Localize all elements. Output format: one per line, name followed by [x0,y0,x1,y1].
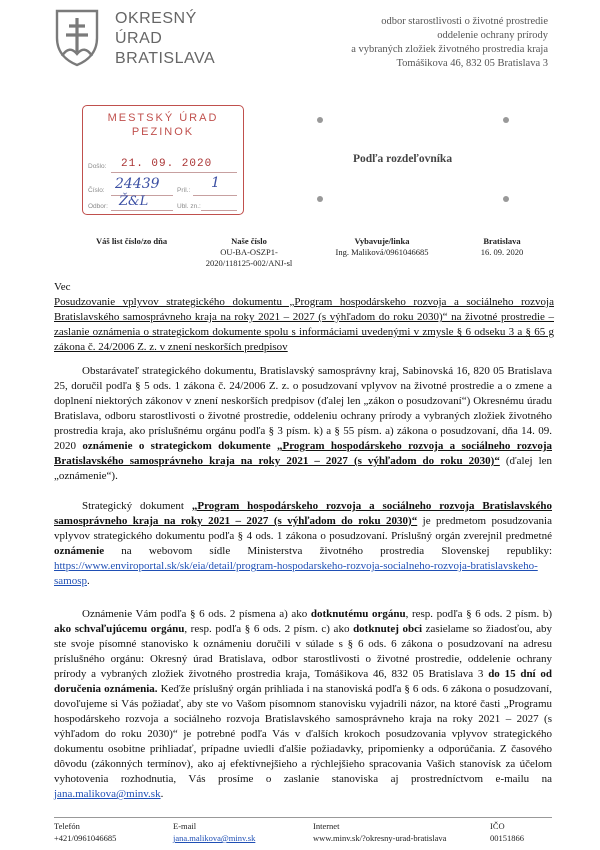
ref-contact-value: Ing. Maliková/0961046685 [335,247,429,257]
office-name-line-2: ÚRAD [115,30,163,47]
ref-contact-label: Vybavuje/linka [354,236,410,246]
department-line-4: Tomášikova 46, 832 05 Bratislava 3 [396,58,548,69]
punch-dot [503,196,509,202]
ref-our-number-label: Naše číslo [231,236,267,246]
ref-your-letter-label: Váš list číslo/zo dňa [96,236,168,246]
ref-place-date-value: 16. 09. 2020 [480,247,524,257]
footer-phone-value: +421/0961046685 [54,833,117,843]
footer-ico-value: 00151866 [490,833,524,843]
ref-our-number [194,236,304,269]
footer-email-label: E-mail [173,821,197,831]
subject-text: Posudzovanie vplyvov strategického dokumentu „Program hospodárskeho rozvoja a sociálneho rozvoja Bratislavského samosprávneho kraja na roky 2021 – 2027 (s výhľadom do roku 2030)“ na životné prostredie – zaslanie oznámenia o strategickom dokumente spolu s informáciami uvedenými v zmysle § 6 odseku 3 a § 65 g zákona č. 24/2006 Z. z. v znení neskorších predpisov [54,296,554,353]
ref-place-label: Bratislava [483,236,521,246]
enviroportal-link[interactable]: https://www.enviroportal.sk/sk/eia/detail/program-hospodarskeho-rozvoja-socialneho-rozvoja-bratislavskeho-samosp [54,560,538,587]
footer-phone-label: Telefón [54,821,80,831]
punch-dot [317,196,323,202]
ref-your-letter [96,236,196,247]
paragraph-2: Strategický dokument „Program hospodárskeho rozvoja a sociálneho rozvoja Bratislavského samosprávneho kraja na roky 2021 – 2027 (s výhľadom do roku 2030)“ je predmetom posudzovania vplyvov strategického dokumentu podľa § 4 ods. 1 zákona o posudzovaní. Príslušný orgán zverejnil predmetné oznámenie na webovom sídle Ministerstva životného prostredia Slovenskej republiky: https://www.enviroportal.sk/sk/eia/detail/program-hospodarskeho-rozvoja-socialneho-rozvoja-bratislavskeho-samosp. [54,500,553,587]
footer-divider [54,817,552,818]
stamp-handled-label: Ubl. zn.: [177,203,201,210]
stamp-attachments-label: Príl.: [177,187,191,194]
stamp-number-label: Číslo: [88,187,105,194]
registry-stamp [82,105,244,215]
stamp-number-value: 24439 [115,176,160,192]
footer-web-value[interactable]: www.minv.sk/?okresny-urad-bratislava [313,833,447,843]
stamp-received-label: Došlo: [88,163,107,170]
paragraph-1: Obstarávateľ strategického dokumentu, Bratislavský samosprávny kraj, Sabinovská 16, 820 05 Bratislava 25, doručil podľa § 5 ods. 1 zákona č. 24/2006 Z. z. o posudzovaní vplyvov na životné prostredie a o zmene a doplnení niektorých zákonov v znení neskorších predpisov (ďalej len „zákon o posudzovaní“) Okresnému úradu Bratislava, odboru starostlivosti o životné prostredie, oddeleniu ochrany prírody a vybraných zložiek životného prostredia kraja, ako príslušnému orgánu podľa § 3 písm. k) a § 55 písm. a) zákona o posudzovaní, dňa 14. 09. 2020 oznámenie o strategickom dokumente „Program hospodárskeho rozvoja a sociálneho rozvoja Bratislavského samosprávneho kraja na roky 2021 – 2027 (s výhľadom do roku 2030)“ (ďalej len „oznámenie“). [54,365,553,482]
ref-our-number-value-1: OU-BA-OSZP1- [220,247,278,257]
stamp-received-date: 21. 09. 2020 [121,158,213,170]
punch-dot [503,117,509,123]
stamp-dept-value: Ž&L [119,194,149,209]
department-line-1: odbor starostlivosti o životné prostredie [381,16,548,27]
office-name-line-3: BRATISLAVA [115,50,216,67]
department-line-2: oddelenie ochrany prírody [437,30,548,41]
office-name-line-1: OKRESNÝ [115,10,197,27]
subject-label: Vec [54,281,71,293]
department-line-3: a vybraných zložiek životného prostredia kraja [351,44,548,55]
stamp-title-line-1: MESTSKÝ ÚRAD [107,112,219,124]
paragraph-3: Oznámenie Vám podľa § 6 ods. 2 písmena a) ako dotknutému orgánu, resp. podľa § 6 ods. 2 písm. b) ako schvaľujúcemu orgánu, resp. podľa § 6 ods. 2 písm. c) ako dotknutej obci zasielame so žiadosťou, aby ste svoje písomné stanovisko k oznámeniu doručili v súlade s § 6 ods. 6 zákona o posudzovaní na adresu príslušného orgánu: Okresný úrad Bratislava, odbor starostlivosti o životné prostredie, oddelenie ochrany prírody a vybraných zložiek životného prostredia kraja, Tomášikova 46, 832 05 Bratislava 3 do 15 dní od doručenia oznámenia. Keďže príslušný orgán prihliada i na stanoviská podľa § 6 ods. 6 zákona o posudzovaní, dovoľujeme si Vás požiadať, aby ste vo Vašom písomnom stanovisku vyjadrili názor, na ktoré časti „Programu hospodárskeho rozvoja a sociálneho rozvoja Bratislavského samosprávneho kraja na roky 2021 – 2027 (s výhľadom do roku 2030)“ je potrebné podľa Vás v ďalších krokoch posudzovania vplyvov strategického dokumentu osobitne prihliadať, prípadne uviedli ďalšie požiadavky, pripomienky a odporúčania. Z časového dôvodu (zákonných termínov), ako aj efektívnejšieho a rýchlejšieho spracovania Vašich stanovísk za účelom vyhotovenia rozhodnutia, Vás prosíme o zaslanie stanoviska aj prostredníctvom e-mailu na jana.malikova@minv.sk. [54,608,553,800]
footer-ico-label: IČO [490,821,505,831]
coat-of-arms-logo [54,8,100,68]
stamp-title-line-2: PEZINOK [131,126,195,138]
ref-contact [322,236,442,258]
recipient: Podľa rozdeľovníka [353,153,453,165]
footer-web-label: Internet [313,821,340,831]
footer-email-value[interactable]: jana.malikova@minv.sk [173,833,256,843]
ref-our-number-value-2: 2020/118125-002/ANJ-sl [205,258,293,268]
stamp-dept-label: Odbor: [88,203,108,210]
email-link[interactable]: jana.malikova@minv.sk [54,788,161,800]
punch-dot [317,117,323,123]
stamp-attachments-value: 1 [211,175,220,191]
ref-place-date [467,236,537,258]
